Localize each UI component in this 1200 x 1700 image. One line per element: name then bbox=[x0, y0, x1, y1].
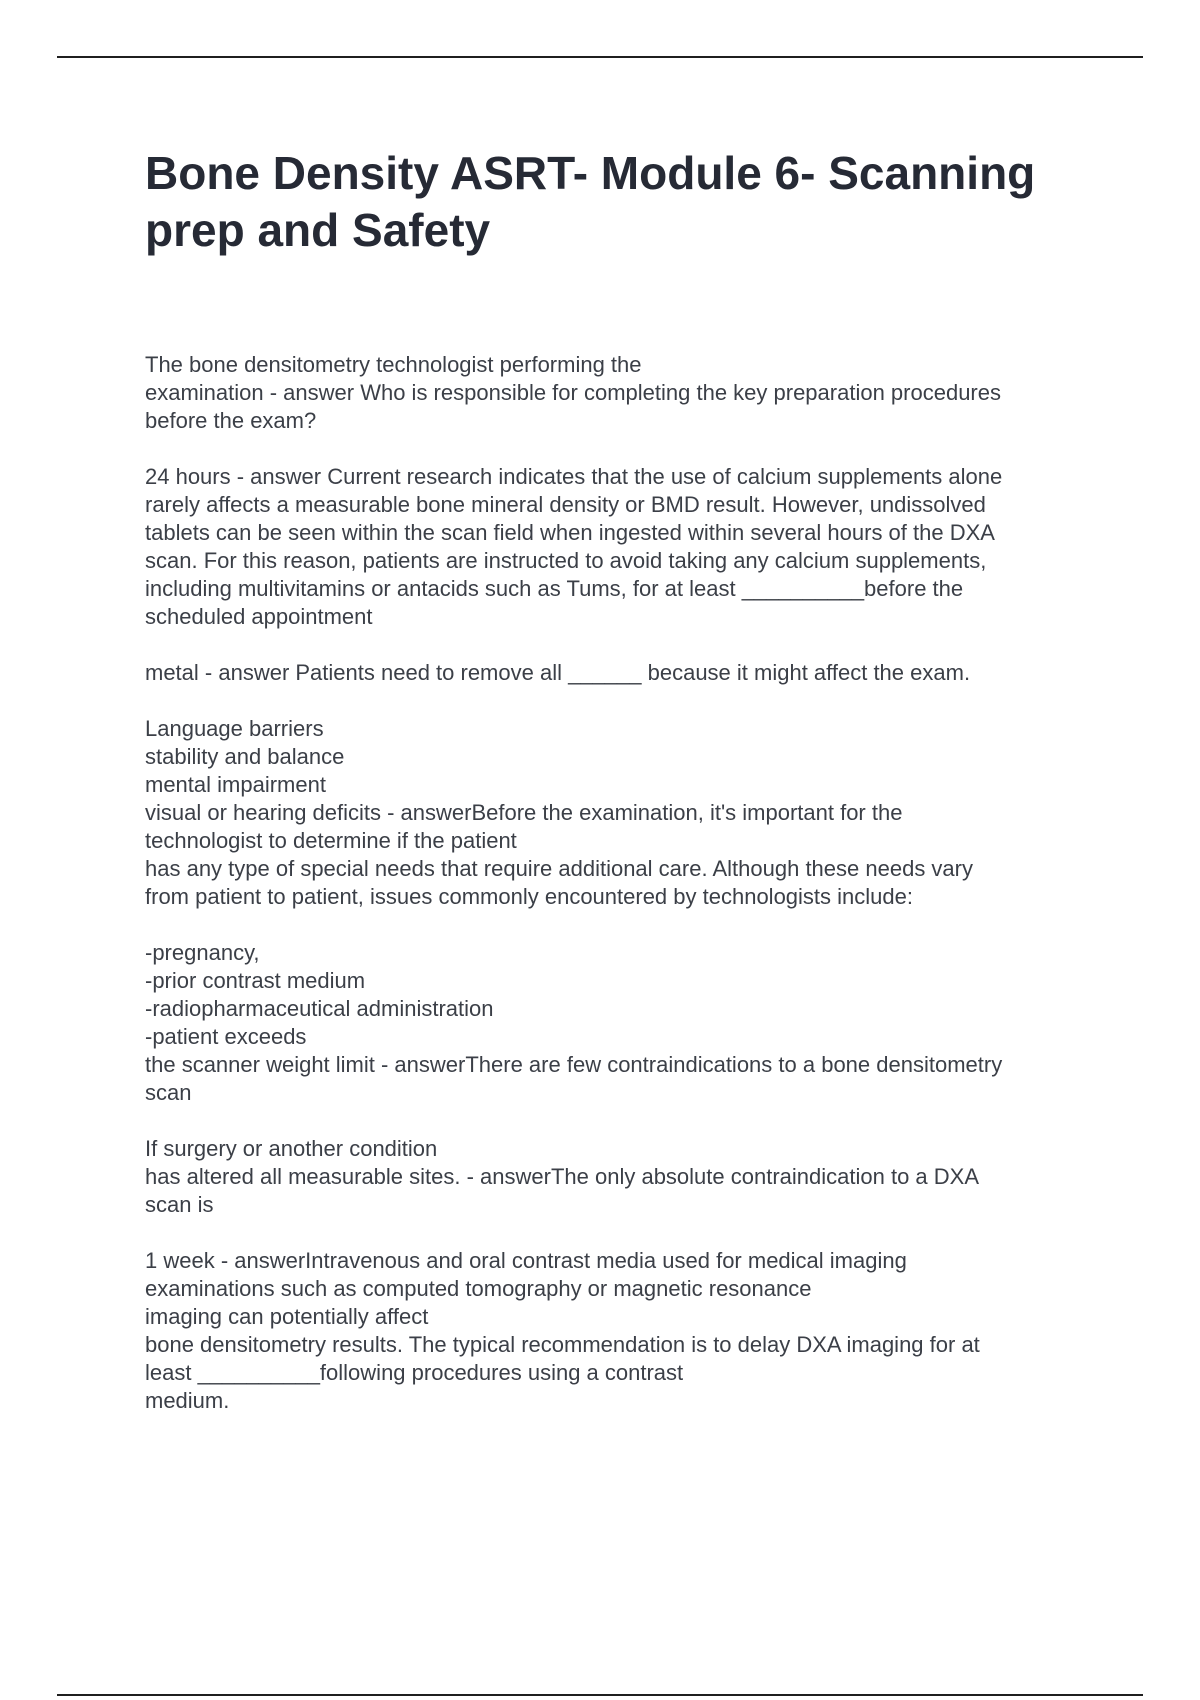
qa-line: has altered all measurable sites. - answerThe only absolute contraindication to a DXA bbox=[145, 1164, 980, 1189]
qa-line: scan bbox=[145, 1080, 192, 1105]
qa-line: imaging can potentially affect bbox=[145, 1304, 429, 1329]
qa-line: bone densitometry results. The typical recommendation is to delay DXA imaging for at bbox=[145, 1332, 980, 1357]
qa-line: -patient exceeds bbox=[145, 1024, 307, 1049]
qa-line: scheduled appointment bbox=[145, 604, 373, 629]
qa-line: medium. bbox=[145, 1388, 230, 1413]
qa-line: the scanner weight limit - answerThere are few contraindications to a bone densitometry bbox=[145, 1052, 1003, 1077]
bottom-divider bbox=[57, 1694, 1143, 1696]
document-title: Bone Density ASRT- Module 6- Scanning prep and Safety bbox=[145, 147, 1036, 256]
qa-line: 24 hours - answer Current research indicates that the use of calcium supplements alone bbox=[145, 464, 1003, 489]
qa-line: -prior contrast medium bbox=[145, 968, 366, 993]
qa-line: scan is bbox=[145, 1192, 214, 1217]
qa-line: 1 week - answerIntravenous and oral contrast media used for medical imaging bbox=[145, 1248, 907, 1273]
qa-item bbox=[145, 1135, 1095, 1219]
qa-line: visual or hearing deficits - answerBefore the examination, it's important for the bbox=[145, 800, 903, 825]
qa-item bbox=[145, 715, 1095, 911]
qa-line: stability and balance bbox=[145, 744, 345, 769]
qa-item bbox=[145, 351, 1095, 435]
qa-line: least __________following procedures using a contrast bbox=[145, 1360, 684, 1385]
qa-item bbox=[145, 1247, 1095, 1415]
qa-line: -radiopharmaceutical administration bbox=[145, 996, 494, 1021]
qa-item bbox=[145, 463, 1095, 631]
document-page bbox=[145, 145, 1095, 1443]
qa-line: including multivitamins or antacids such as Tums, for at least __________before the bbox=[145, 576, 964, 601]
top-divider bbox=[57, 56, 1143, 58]
qa-line: mental impairment bbox=[145, 772, 326, 797]
qa-line: Language barriers bbox=[145, 716, 324, 741]
qa-item bbox=[145, 659, 1095, 687]
qa-list bbox=[145, 351, 1095, 1415]
qa-line: from patient to patient, issues commonly encountered by technologists include: bbox=[145, 884, 913, 909]
qa-line: examinations such as computed tomography or magnetic resonance bbox=[145, 1276, 812, 1301]
qa-line: before the exam? bbox=[145, 408, 317, 433]
qa-line: has any type of special needs that require additional care. Although these needs vary bbox=[145, 856, 973, 881]
qa-line: The bone densitometry technologist performing the bbox=[145, 352, 642, 377]
qa-line: -pregnancy, bbox=[145, 940, 260, 965]
qa-line: tablets can be seen within the scan field when ingested within several hours of the DXA bbox=[145, 520, 995, 545]
qa-line: examination - answer Who is responsible for completing the key preparation procedures bbox=[145, 380, 1001, 405]
qa-item bbox=[145, 939, 1095, 1107]
qa-line: technologist to determine if the patient bbox=[145, 828, 517, 853]
qa-line: metal - answer Patients need to remove all ______ because it might affect the exam. bbox=[145, 660, 971, 685]
qa-line: If surgery or another condition bbox=[145, 1136, 438, 1161]
qa-line: rarely affects a measurable bone mineral density or BMD result. However, undissolved bbox=[145, 492, 986, 517]
qa-line: scan. For this reason, patients are instructed to avoid taking any calcium supplements, bbox=[145, 548, 987, 573]
